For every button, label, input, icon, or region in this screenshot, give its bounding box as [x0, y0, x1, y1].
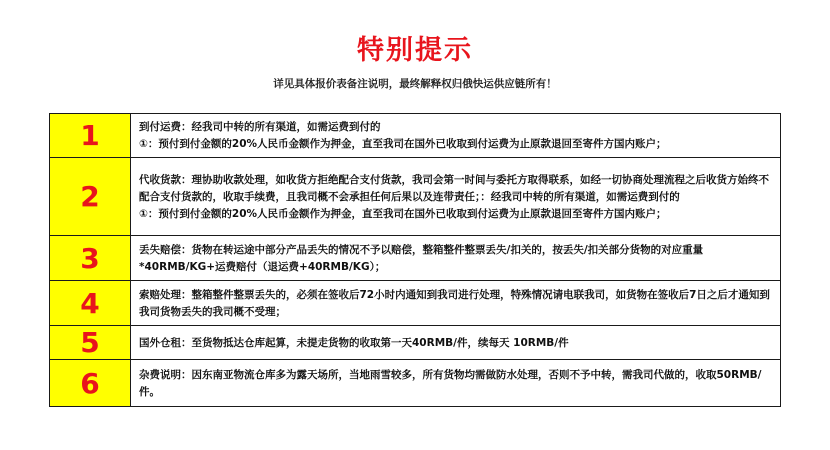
notice-row-6	[50, 360, 781, 407]
row-text-line: 索赔处理：整箱整件整票丢失的，必须在签收后72小时内通知到我司进行处理，特殊情况请电联我司，如货物在签收后7日之后才通知到我司货物丢失的我司概不受理；	[139, 288, 770, 318]
page-title: 特别提示	[357, 35, 473, 66]
row-text-line: 代收货款：理协助收款处理，如收货方拒绝配合支付货款，我司会第一时间与委托方取得联系，如经一切协商处理流程之后收货方始终不配合支付货款的，收取手续费，且我司概不会承担任何后果以及连带责任；：经我司中转的所有渠道，如需运费到付的	[139, 173, 769, 203]
row-number: 6	[50, 360, 131, 407]
page-subtitle: 详见具体报价表备注说明，最终解释权归俄快运供应链所有！	[273, 78, 557, 90]
row-number: 4	[50, 281, 131, 326]
row-number: 1	[50, 114, 131, 158]
row-text-line: 到付运费：经我司中转的所有渠道，如需运费到付的	[139, 121, 381, 133]
row-text	[131, 236, 781, 281]
row-text-line: 国外仓租：至货物抵达仓库起算，未提走货物的收取第一天40RMB/件，续每天 10RMB/件	[139, 336, 569, 349]
row-text	[131, 281, 781, 326]
row-text-line: 杂费说明：因东南亚物流仓库多为露天场所，当地雨雪较多，所有货物均需做防水处理，否则不予中转，需我司代做的，收取50RMB/件。	[139, 368, 762, 398]
row-text-line: ①：预付到付金额的20%人民币金额作为押金，直至我司在国外已收取到付运费为止原款退回至寄件方国内账户；	[139, 207, 667, 220]
notice-row-3	[50, 236, 781, 281]
notice-row-4	[50, 281, 781, 326]
row-text	[131, 158, 781, 236]
row-number: 3	[50, 236, 131, 281]
row-text-line: 丢失赔偿：货物在转运途中部分产品丢失的情况不予以赔偿，整箱整件整票丢失/扣关的，按丢失/扣关部分货物的对应重量*40RMB/KG+运费赔付（退运费+40RMB/KG）；	[139, 243, 704, 273]
notice-row-1	[50, 114, 781, 158]
notice-row-5	[50, 326, 781, 360]
row-number: 2	[50, 158, 131, 236]
row-text	[131, 326, 781, 360]
row-text-line: ①：预付到付金额的20%人民币金额作为押金，直至我司在国外已收取到付运费为止原款退回至寄件方国内账户；	[139, 138, 667, 150]
row-text	[131, 114, 781, 158]
row-text	[131, 360, 781, 407]
row-number: 5	[50, 326, 131, 360]
notice-table	[49, 113, 781, 407]
notice-row-2	[50, 158, 781, 236]
